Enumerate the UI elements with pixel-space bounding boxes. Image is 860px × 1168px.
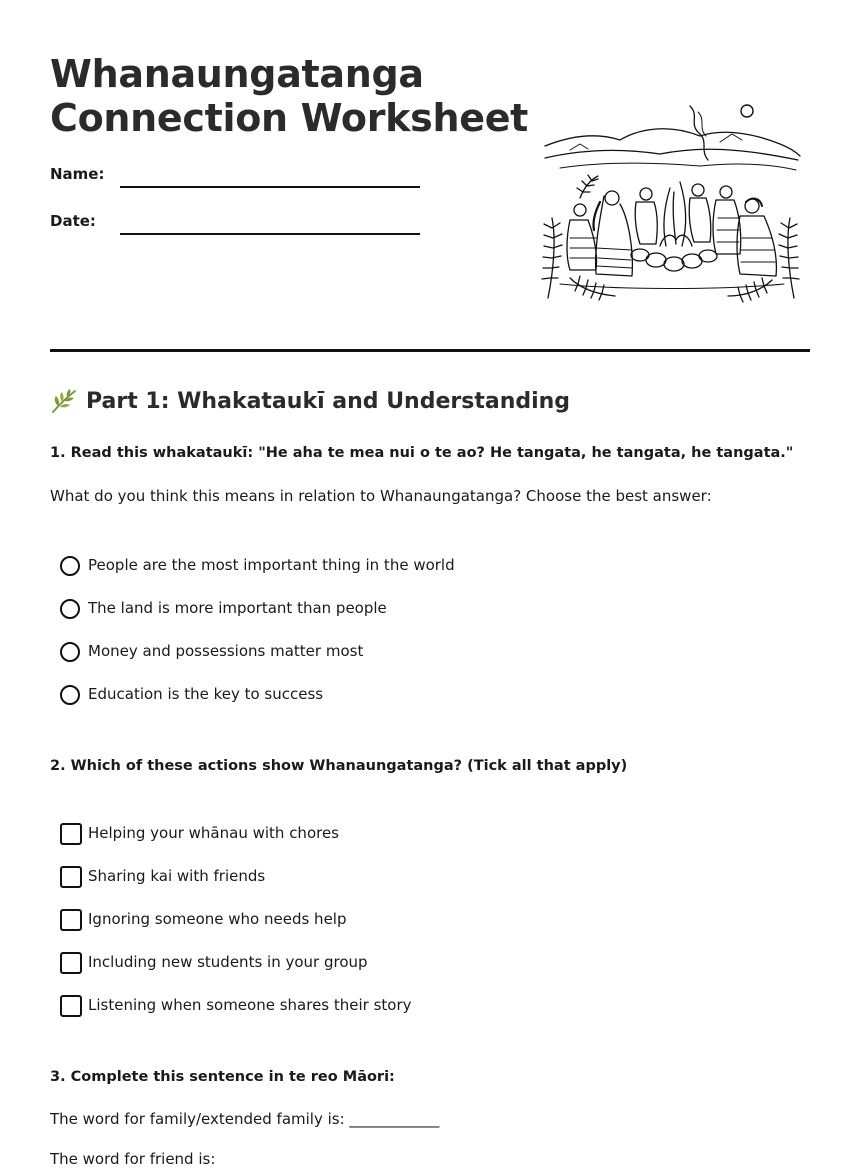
section-title-text: Part 1: Whakataukī and Understanding — [86, 388, 571, 414]
q1-option-4-label: Education is the key to success — [88, 685, 324, 703]
radio-button[interactable] — [60, 642, 80, 662]
title-line-1: Whanaungatanga — [50, 52, 424, 96]
leaf-icon — [50, 388, 78, 414]
radio-button[interactable] — [60, 685, 80, 705]
q1-option-4[interactable] — [60, 682, 80, 708]
page-title — [50, 52, 528, 140]
question-2: 2. Which of these actions show Whanaungatanga? (Tick all that apply) — [50, 758, 628, 774]
question-3: 3. Complete this sentence in te reo Māori: — [50, 1069, 395, 1085]
q2-option-4[interactable] — [60, 950, 82, 976]
checkbox[interactable] — [60, 952, 82, 974]
checkbox[interactable] — [60, 995, 82, 1017]
q1-option-1-label: People are the most important thing in the world — [88, 556, 455, 574]
q2-option-4-label: Including new students in your group — [88, 953, 368, 971]
q1-option-3-label: Money and possessions matter most — [88, 642, 364, 660]
date-label: Date: — [50, 212, 96, 230]
q2-option-2-label: Sharing kai with friends — [88, 867, 266, 885]
q1-option-1[interactable] — [60, 553, 80, 579]
q2-option-1-label: Helping your whānau with chores — [88, 824, 340, 842]
checkbox[interactable] — [60, 909, 82, 931]
question-1: 1. Read this whakataukī: "He aha te mea nui o te ao? He tangata, he tangata, he tangata." — [50, 445, 794, 461]
gathering-illustration — [540, 98, 802, 314]
q2-option-5[interactable] — [60, 993, 82, 1019]
date-field[interactable] — [120, 233, 420, 235]
checkbox[interactable] — [60, 823, 82, 845]
name-field[interactable] — [120, 186, 420, 188]
radio-button[interactable] — [60, 599, 80, 619]
radio-button[interactable] — [60, 556, 80, 576]
question-1-prompt: What do you think this means in relation to Whanaungatanga? Choose the best answer: — [50, 487, 712, 505]
title-line-2: Connection Worksheet — [50, 96, 529, 140]
question-3-line-2: The word for friend is: — [50, 1150, 216, 1168]
q2-option-1[interactable] — [60, 821, 82, 847]
q2-option-5-label: Listening when someone shares their story — [88, 996, 412, 1014]
section-divider — [50, 349, 810, 352]
section-heading — [50, 388, 570, 414]
q2-option-2[interactable] — [60, 864, 82, 890]
q1-option-2-label: The land is more important than people — [88, 599, 387, 617]
checkbox[interactable] — [60, 866, 82, 888]
worksheet-page — [50, 0, 810, 1168]
name-label: Name: — [50, 165, 105, 183]
question-3-line-1: The word for family/extended family is: ____________ — [50, 1110, 440, 1128]
q1-option-2[interactable] — [60, 596, 80, 622]
q2-option-3-label: Ignoring someone who needs help — [88, 910, 347, 928]
q2-option-3[interactable] — [60, 907, 82, 933]
q1-option-3[interactable] — [60, 639, 80, 665]
